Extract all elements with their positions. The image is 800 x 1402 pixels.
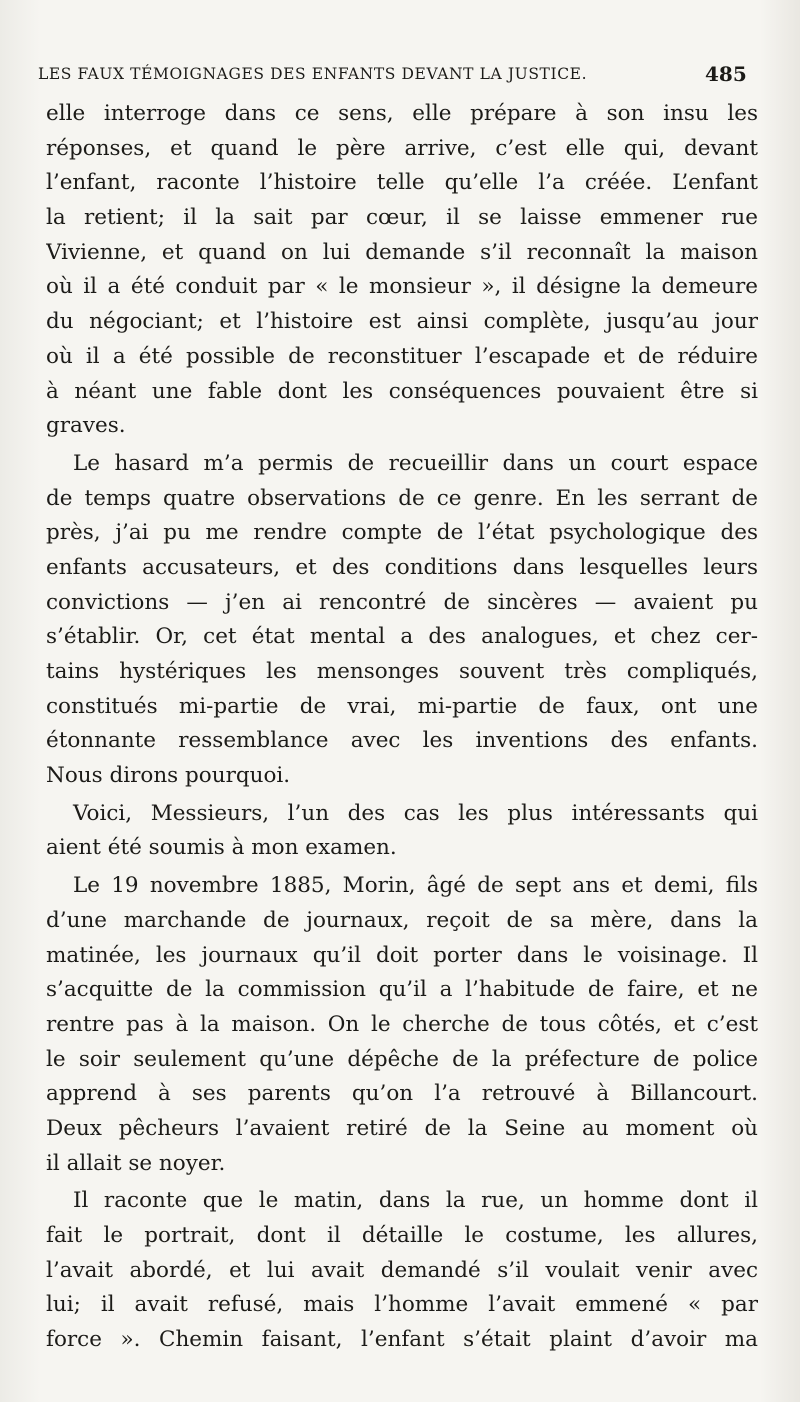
text-line: il allait se noyer. — [46, 1150, 226, 1176]
text-line: Il raconte que le matin, dans la rue, un homme dont il — [73, 1188, 758, 1214]
paragraph — [46, 1184, 758, 1357]
text-line: tains hystériques les mensonges souvent très compliqués, — [46, 659, 758, 684]
paragraph — [46, 797, 758, 866]
text-line: Voici, Messieurs, l’un des cas les plus intéressants qui — [73, 800, 758, 826]
text-line: s’établir. Or, cet état mental a des analogues, et chez cer- — [46, 624, 758, 650]
text-line: Deux pêcheurs l’avaient retiré de la Seine au moment où — [46, 1115, 758, 1141]
text-line: le soir seulement qu’une dépêche de la préfecture de police — [46, 1046, 758, 1072]
text-line: l’enfant, raconte l’histoire telle qu’elle l’a créée. L’enfant — [46, 170, 758, 196]
text-line: elle interroge dans ce sens, elle prépare à son insu les — [46, 101, 758, 126]
paragraph — [46, 869, 758, 1181]
text-line: lui; il avait refusé, mais l’homme l’avait emmené « par — [46, 1292, 758, 1318]
text-line: Le hasard m’a permis de recueillir dans un court espace — [73, 450, 758, 476]
text-line: s’acquitte de la commission qu’il a l’habitude de faire, et ne — [46, 977, 758, 1003]
text-line: d’une marchande de journaux, reçoit de sa mère, dans la — [46, 907, 758, 933]
running-title: LES FAUX TÉMOIGNAGES DES ENFANTS DEVANT LA JUSTICE. — [38, 65, 588, 83]
text-line: rentre pas à la maison. On le cherche de tous côtés, et c’est — [46, 1011, 758, 1037]
body-text — [46, 97, 758, 1358]
text-line: constitués mi-partie de vrai, mi-partie de faux, ont une — [46, 693, 758, 719]
paragraph — [46, 447, 758, 794]
running-header — [38, 60, 778, 88]
text-line: l’avait abordé, et lui avait demandé s’il voulait venir avec — [46, 1257, 758, 1283]
text-line: matinée, les journaux qu’il doit porter dans le voisinage. Il — [46, 942, 758, 968]
text-line: Le 19 novembre 1885, Morin, âgé de sept ans et demi, fils — [73, 873, 758, 899]
text-line: aient été soumis à mon examen. — [46, 835, 397, 861]
paragraph — [46, 97, 758, 444]
text-line: fait le portrait, dont il détaille le costume, les allures, — [46, 1223, 758, 1248]
text-line: convictions — j’en ai rencontré de sincères — avaient pu — [46, 589, 758, 615]
text-line: Nous dirons pourquoi. — [46, 763, 291, 789]
text-line: Vivienne, et quand on lui demande s’il reconnaît la maison — [46, 239, 758, 265]
text-line: apprend à ses parents qu’on l’a retrouvé à Billancourt. — [46, 1081, 758, 1107]
text-line: du négociant; et l’histoire est ainsi complète, jusqu’au jour — [46, 309, 758, 335]
text-line: enfants accusateurs, et des conditions dans lesquelles leurs — [46, 554, 758, 580]
text-line: graves. — [46, 413, 126, 439]
text-line: où il a été possible de reconstituer l’escapade et de réduire — [46, 343, 758, 369]
text-line: réponses, et quand le père arrive, c’est elle qui, devant — [46, 135, 758, 161]
text-line: à néant une fable dont les conséquences pouvaient être si — [46, 378, 758, 404]
page-number: 485 — [705, 62, 747, 86]
text-line: la retient; il la sait par cœur, il se laisse emmener rue — [46, 205, 758, 231]
text-line: de temps quatre observations de ce genre. En les serrant de — [46, 485, 758, 511]
text-line: près, j’ai pu me rendre compte de l’état psychologique des — [46, 520, 758, 546]
text-line: où il a été conduit par « le monsieur », il désigne la demeure — [46, 274, 758, 300]
text-line: force ». Chemin faisant, l’enfant s’était plaint d’avoir ma — [46, 1327, 758, 1353]
text-line: étonnante ressemblance avec les inventions des enfants. — [46, 728, 758, 754]
